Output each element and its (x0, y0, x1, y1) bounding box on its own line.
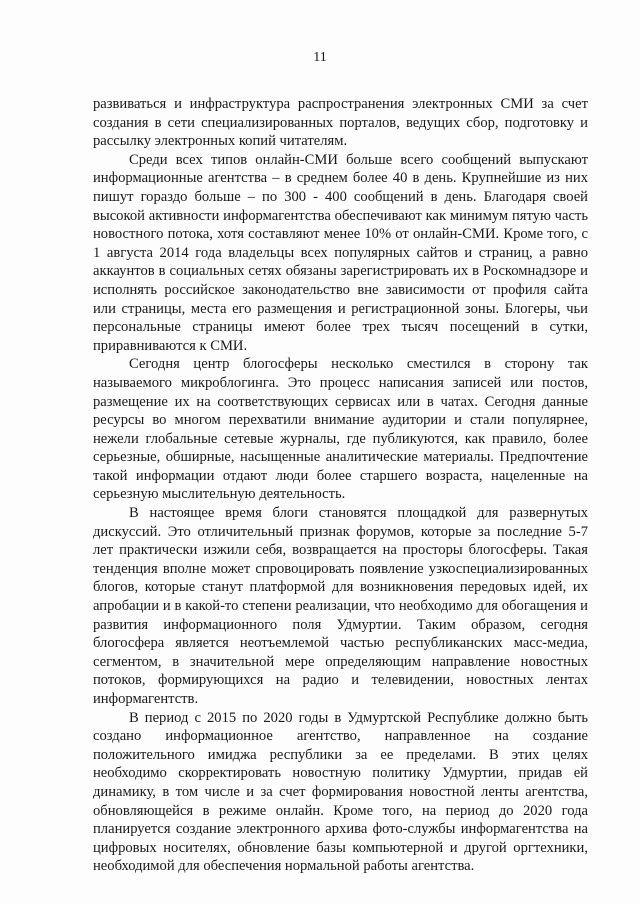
document-body (93, 95, 588, 876)
paragraph-blog-discussions: В настоящее время блоги становятся площадкой для развернутых дискуссий. Это отличительный признак форумов, которые за последние 5-7 лет практически изжили себя, возвращается на просторы блогосферы. Такая тенденция вполне может спровоцировать появление узкоспециализированных блогов, которые станут платформой для возникновения передовых идей, их апробации и в какой-то степени реализации, что необходимо для обогащения и развития информационного поля Удмуртии. Таким образом, сегодня блогосфера является неотъемлемой частью республиканских масс-медиа, сегментом, в значительной мере определяющим направление новостных потоков, формирующихся на радио и телевидении, новостных лентах информагентств. (93, 505, 588, 707)
paragraph-online-media: Среди всех типов онлайн-СМИ больше всего сообщений выпускают информационные агентства – в среднем более 40 в день. Крупнейшие из них пишут гораздо больше – по 300 - 400 сообщений в день. Благодаря своей высокой активности информагентства обеспечивают как минимум пятую часть новостного потока, хотя составляют менее 10% от онлайн-СМИ. Кроме того, с 1 августа 2014 года владельцы всех популярных сайтов и страниц, а равно аккаунтов в социальных сетях обязаны зарегистрировать их в Роскомнадзоре и исполнять российское законодательство вне зависимости от профиля сайта или страницы, места его размещения и регистрационной зоны. Блогеры, чьи персональные страницы имеют более трех тысяч посещений в сутки, приравниваются к СМИ. (93, 151, 588, 354)
paragraph-microblogging: Сегодня центр блогосферы несколько сместился в сторону так называемого микроблогинга. Это процесс написания записей или постов, размещение их на соответствующих сервисах или в чатах. Сегодня данные ресурсы во многом перехватили внимание аудитории и стали популярнее, нежели глобальные сетевые журналы, где публикуются, как правило, более серьезные, обширные, насыщенные аналитические материалы. Предпочтение такой информации отдают люди более старшего возраста, нацеленные на серьезную мыслительную деятельность. (93, 356, 588, 503)
paragraph-continuation: развиваться и инфраструктура распространения электронных СМИ за счет создания в сети специализированных порталов, ведущих сбор, подготовку и рассылку электронных копий читателям. (93, 96, 588, 150)
paragraph-news-agency-plan: В период с 2015 по 2020 годы в Удмуртской Республике должно быть создано информационное агентство, направленное на создание положительного имиджа республики за ее пределами. В этих целях необходимо скорректировать новостную политику Удмуртии, придав ей динамику, в том числе и за счет формирования новостной ленты агентства, обновляющейся в режиме онлайн. Кроме того, на период до 2020 года планируется создание электронного архива фото-службы информагентства на цифровых носителях, обновление базы компьютерной и другой оргтехники, необходимой для обеспечения нормальной работы агентства. (93, 709, 588, 875)
page-number: 11 (313, 50, 327, 65)
